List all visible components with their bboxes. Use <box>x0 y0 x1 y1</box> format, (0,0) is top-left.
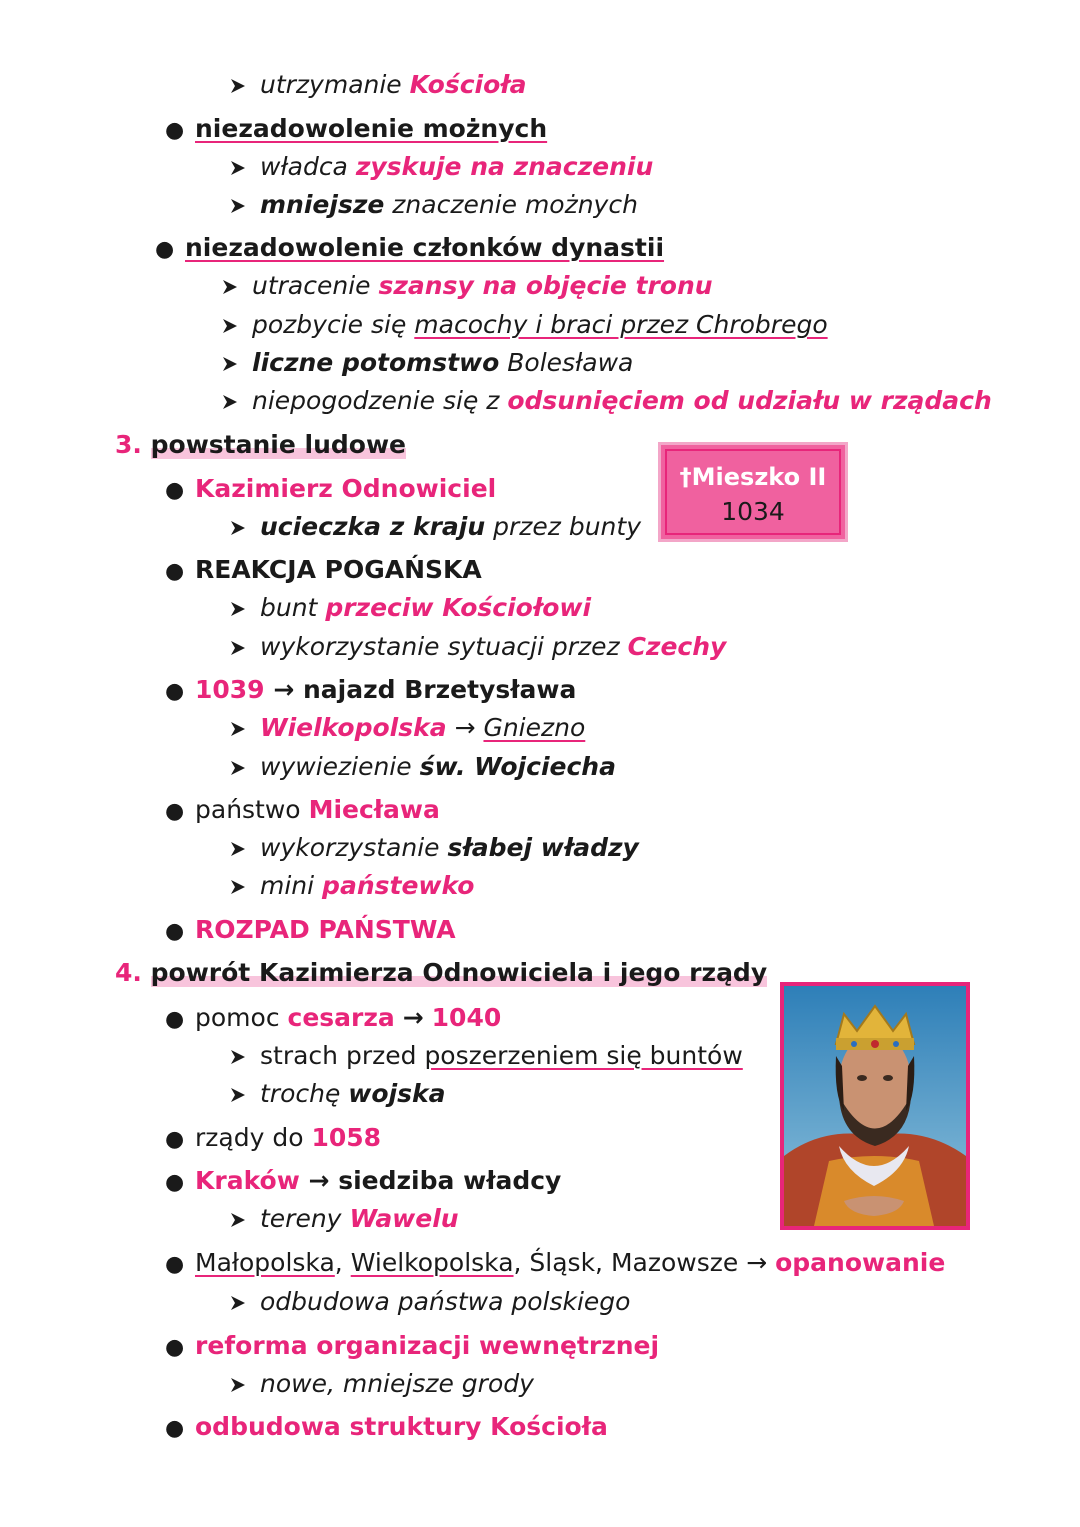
text: reforma organizacji wewnętrznej <box>195 1331 660 1360</box>
bullet-item <box>165 1122 381 1156</box>
text: wykorzystanie <box>260 833 448 862</box>
text: wykorzystanie sytuacji przez <box>260 632 628 661</box>
text: pozbycie się <box>252 310 415 339</box>
text: mniejsze <box>260 190 385 219</box>
sub-item <box>228 592 591 624</box>
text: 1040 <box>431 1003 502 1032</box>
bullet-dot-icon: ● <box>165 1335 185 1360</box>
text: macochy i braci przez Chrobrego <box>414 310 828 339</box>
sub-item <box>228 1040 743 1072</box>
section-number: 3. <box>115 430 142 459</box>
text: mini <box>260 871 323 900</box>
text: utracenie <box>252 271 379 300</box>
text: trochę <box>260 1079 349 1108</box>
text: rządy do <box>195 1123 312 1152</box>
arrow-bullet-icon <box>220 270 252 302</box>
text: tereny <box>260 1204 350 1233</box>
arrow-bullet-icon <box>228 712 260 744</box>
arrow-bullet-icon <box>220 385 252 417</box>
text: wywiezienie <box>260 752 420 781</box>
arrow-bullet-icon <box>220 347 252 379</box>
text: ucieczka z kraju <box>260 512 486 541</box>
arrow-bullet-icon <box>228 1040 260 1072</box>
bullet-dot-icon: ● <box>155 237 175 262</box>
text: strach przed <box>260 1041 425 1070</box>
text: , <box>334 1248 351 1277</box>
sub-item <box>228 631 726 663</box>
arrow-right-icon: → <box>746 1248 768 1277</box>
text: utrzymanie <box>260 70 410 99</box>
bullet-dot-icon: ● <box>165 1416 185 1441</box>
sub-item <box>228 1203 459 1235</box>
text: szansy na objęcie tronu <box>378 271 713 300</box>
text: ROZPAD PAŃSTWA <box>195 915 456 944</box>
sub-item <box>228 151 653 183</box>
text: niezadowolenie możnych <box>195 114 548 143</box>
sub-item <box>228 189 638 221</box>
sub-item <box>228 751 616 783</box>
bullet-dot-icon: ● <box>165 1252 185 1277</box>
section-title: powrót Kazimierza Odnowiciela i jego rządy <box>150 958 768 987</box>
sub-item <box>228 511 641 543</box>
text: zyskuje na znaczeniu <box>355 152 654 181</box>
bullet-dot-icon: ● <box>165 478 185 503</box>
sub-item <box>220 347 633 379</box>
sub-item <box>220 270 713 302</box>
text: siedziba władcy <box>338 1166 562 1195</box>
bullet-dot-icon: ● <box>165 1170 185 1195</box>
arrow-bullet-icon <box>228 189 260 221</box>
arrow-bullet-icon <box>228 1203 260 1235</box>
text: wojska <box>348 1079 446 1108</box>
death-box-title: †Mieszko II <box>679 463 827 491</box>
bullet-dot-icon: ● <box>165 559 185 584</box>
bullet-dot-icon: ● <box>165 679 185 704</box>
text: najazd Brzetysława <box>302 675 577 704</box>
bullet-dot-icon: ● <box>165 799 185 824</box>
text: cesarza <box>287 1003 395 1032</box>
bullet-item <box>165 473 496 507</box>
king-portrait-image <box>780 982 970 1230</box>
arrow-bullet-icon <box>228 1078 260 1110</box>
text: niepogodzenie się z <box>252 386 508 415</box>
arrow-bullet-icon <box>228 1368 260 1400</box>
text: bunt <box>260 593 326 622</box>
section-title: powstanie ludowe <box>150 430 407 459</box>
sub-item <box>228 870 474 902</box>
arrow-bullet-icon <box>228 751 260 783</box>
arrow-right-icon: → <box>308 1166 330 1195</box>
text: pomoc <box>195 1003 288 1032</box>
arrow-bullet-icon <box>220 309 252 341</box>
text: Wielkopolska <box>350 1248 514 1277</box>
text: przez bunty <box>485 512 641 541</box>
text: Kraków <box>195 1166 300 1195</box>
sub-item <box>228 1368 534 1400</box>
text: Czechy <box>627 632 727 661</box>
bullet-item <box>165 1165 561 1199</box>
sub-item <box>228 712 585 744</box>
arrow-bullet-icon <box>228 511 260 543</box>
text: 1039 <box>195 675 265 704</box>
text: odbudowa państwa polskiego <box>260 1287 631 1316</box>
arrow-bullet-icon <box>228 1286 260 1318</box>
death-date-box <box>658 442 848 542</box>
text: poszerzeniem się buntów <box>424 1041 743 1070</box>
text: nowe, mniejsze grody <box>260 1369 534 1398</box>
bullet-item <box>165 1411 608 1445</box>
arrow-right-icon: → <box>402 1003 424 1032</box>
text: Kościoła <box>409 70 527 99</box>
arrow-bullet-icon <box>228 832 260 864</box>
text: Kazimierz Odnowiciel <box>195 474 497 503</box>
sub-item <box>228 1286 630 1318</box>
text: , Śląsk, Mazowsze <box>513 1248 747 1277</box>
text: państewko <box>322 871 475 900</box>
bullet-item <box>165 554 482 588</box>
text: Bolesława <box>499 348 634 377</box>
text: słabej władzy <box>447 833 639 862</box>
sub-item <box>228 1078 446 1110</box>
bullet-item <box>165 794 440 828</box>
text: znaczenie możnych <box>384 190 638 219</box>
bullet-item <box>165 674 576 708</box>
text: przeciw Kościołowi <box>325 593 592 622</box>
bullet-dot-icon: ● <box>165 1007 185 1032</box>
bullet-dot-icon: ● <box>165 1127 185 1152</box>
text: opanowanie <box>775 1248 946 1277</box>
arrow-bullet-icon <box>228 69 260 101</box>
text: liczne potomstwo <box>252 348 500 377</box>
text: św. Wojciecha <box>419 752 616 781</box>
text: Małopolska <box>195 1248 335 1277</box>
text: niezadowolenie członków dynastii <box>185 233 665 262</box>
bullet-dot-icon: ● <box>165 919 185 944</box>
text: Gniezno <box>483 713 586 742</box>
bullet-item <box>155 232 664 266</box>
sub-item <box>228 69 527 101</box>
section-heading <box>115 957 767 989</box>
text: władca <box>260 152 356 181</box>
bullet-dot-icon: ● <box>165 118 185 143</box>
death-box-year: 1034 <box>721 497 785 526</box>
section-heading <box>115 429 406 461</box>
text: Miecława <box>308 795 440 824</box>
sub-item <box>220 385 992 417</box>
bullet-item <box>165 1247 945 1281</box>
arrow-bullet-icon <box>228 870 260 902</box>
arrow-bullet-icon <box>228 631 260 663</box>
arrow-bullet-icon <box>228 592 260 624</box>
bullet-item <box>165 113 547 147</box>
arrow-right-icon: → <box>454 713 476 742</box>
text: Wawelu <box>349 1204 459 1233</box>
bullet-item <box>165 1002 501 1036</box>
section-number: 4. <box>115 958 142 987</box>
text: odsunięciem od udziału w rządach <box>507 386 992 415</box>
sub-item <box>220 309 828 341</box>
sub-item <box>228 832 639 864</box>
text: REAKCJA POGAŃSKA <box>195 555 482 584</box>
text: 1058 <box>311 1123 382 1152</box>
arrow-right-icon: → <box>273 675 295 704</box>
text: państwo <box>195 795 309 824</box>
bullet-item <box>165 1330 659 1364</box>
bullet-item <box>165 914 456 948</box>
text: odbudowa struktury Kościoła <box>195 1412 608 1441</box>
text: Wielkopolska <box>260 713 447 742</box>
arrow-bullet-icon <box>228 151 260 183</box>
